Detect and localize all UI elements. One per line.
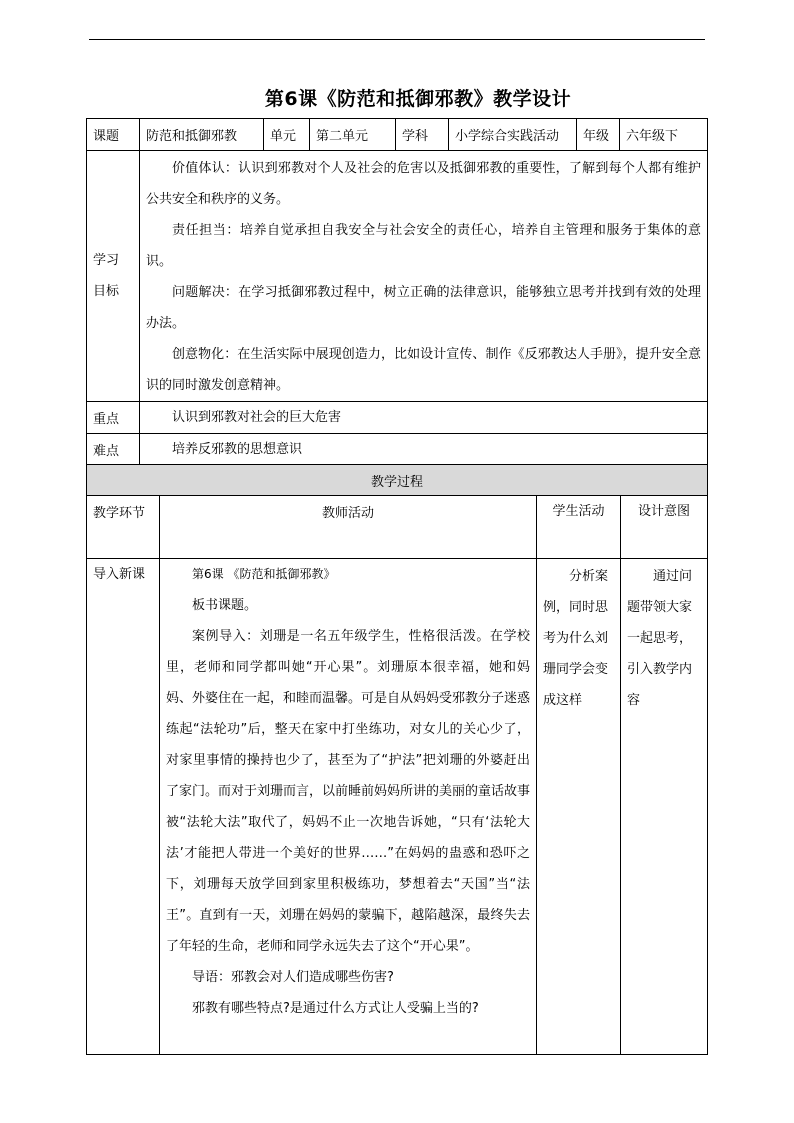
col-student-header: 学生活动 bbox=[537, 496, 621, 559]
lesson-title-line: 第6课 《防范和抵御邪教》 bbox=[192, 567, 336, 581]
grade-label: 年级 bbox=[577, 119, 620, 151]
col-teacher-header: 教师活动 bbox=[160, 496, 537, 559]
goals-label-line-2: 目标 bbox=[93, 284, 120, 299]
student-activity: 分析案例，同时思考为什么刘珊同学会变成这样 bbox=[537, 559, 621, 1055]
learning-goals bbox=[140, 151, 708, 402]
goal-responsibility: 责任担当：培养自觉承担自我安全与社会安全的责任心，培养自主管理和服务于集体的意识。 bbox=[146, 223, 701, 269]
case-text: 案例导入：刘珊是一名五年级学生，性格很活泼。在学校里，老师和同学都叫她“开心果”。刘珊原本很幸福，她和妈妈、外婆住在一起，和睦而温馨。可是自从妈妈受邪教分子迷惑练起“法轮功”后，整天在家中打坐练功，对女儿的关心少了，对家里事情的操持也少了，甚至为了“护法”把刘珊的外婆赶出了家门。而对于刘珊而言，以前睡前妈妈所讲的美丽的童话故事被“法轮大法”取代了，妈妈不止一次地告诉她，“只有‘法轮大法’才能把人带进一个美好的世界……”在妈妈的蛊惑和恐吓之下，刘珊每天放学回到家里积极练功，梦想着去“天国”当“法王”。直到有一天，刘珊在妈妈的蒙骗下，越陷越深，最终失去了年轻的生命，老师和同学永远失去了这个“开心果”。 bbox=[166, 629, 531, 954]
subject-value: 小学综合实践活动 bbox=[449, 119, 577, 151]
goal-creativity: 创意物化：在生活实际中展现创造力，比如设计宣传、制作《反邪教达人手册》，提升安全意识的同时激发创意精神。 bbox=[146, 347, 701, 393]
topic-value: 防范和抵御邪教 bbox=[140, 119, 264, 151]
key-point-label: 重点 bbox=[87, 402, 140, 434]
feature-question: 邪教有哪些特点?是通过什么方式让人受骗上当的? bbox=[192, 1001, 479, 1016]
unit-value: 第二单元 bbox=[310, 119, 396, 151]
process-header: 教学过程 bbox=[87, 465, 708, 496]
page-title: 第6课《防范和抵御邪教》教学设计 bbox=[264, 88, 572, 110]
goals-label-line-1: 学习 bbox=[93, 253, 120, 268]
header-rule bbox=[89, 39, 705, 40]
col-design-header: 设计意图 bbox=[621, 496, 708, 559]
goal-value: 价值体认：认识到邪教对个人及社会的危害以及抵御邪教的重要性，了解到每个人都有维护公共安全和秩序的义务。 bbox=[146, 161, 701, 207]
teacher-activity bbox=[160, 559, 537, 1055]
difficulty-label: 难点 bbox=[87, 434, 140, 466]
subject-label: 学科 bbox=[396, 119, 449, 151]
unit-label: 单元 bbox=[264, 119, 310, 151]
board-line: 板书课题。 bbox=[192, 598, 258, 613]
difficulty-value: 培养反邪教的思想意识 bbox=[140, 434, 708, 466]
col-stage-header: 教学环节 bbox=[87, 496, 160, 559]
design-intent: 通过问题带领大家一起思考，引入教学内容 bbox=[621, 559, 708, 1055]
goals-label bbox=[87, 151, 140, 402]
guide-question: 导语：邪教会对人们造成哪些伤害? bbox=[192, 970, 394, 985]
grade-value: 六年级下 bbox=[620, 119, 708, 151]
goal-problem-solving: 问题解决：在学习抵御邪教过程中，树立正确的法律意识，能够独立思考并找到有效的处理办法。 bbox=[146, 285, 701, 331]
lesson-info-table bbox=[86, 118, 708, 466]
teaching-process-table bbox=[86, 464, 708, 1055]
key-point-value: 认识到邪教对社会的巨大危害 bbox=[140, 402, 708, 434]
stage-intro: 导入新课 bbox=[87, 559, 160, 1055]
topic-label: 课题 bbox=[87, 119, 140, 151]
